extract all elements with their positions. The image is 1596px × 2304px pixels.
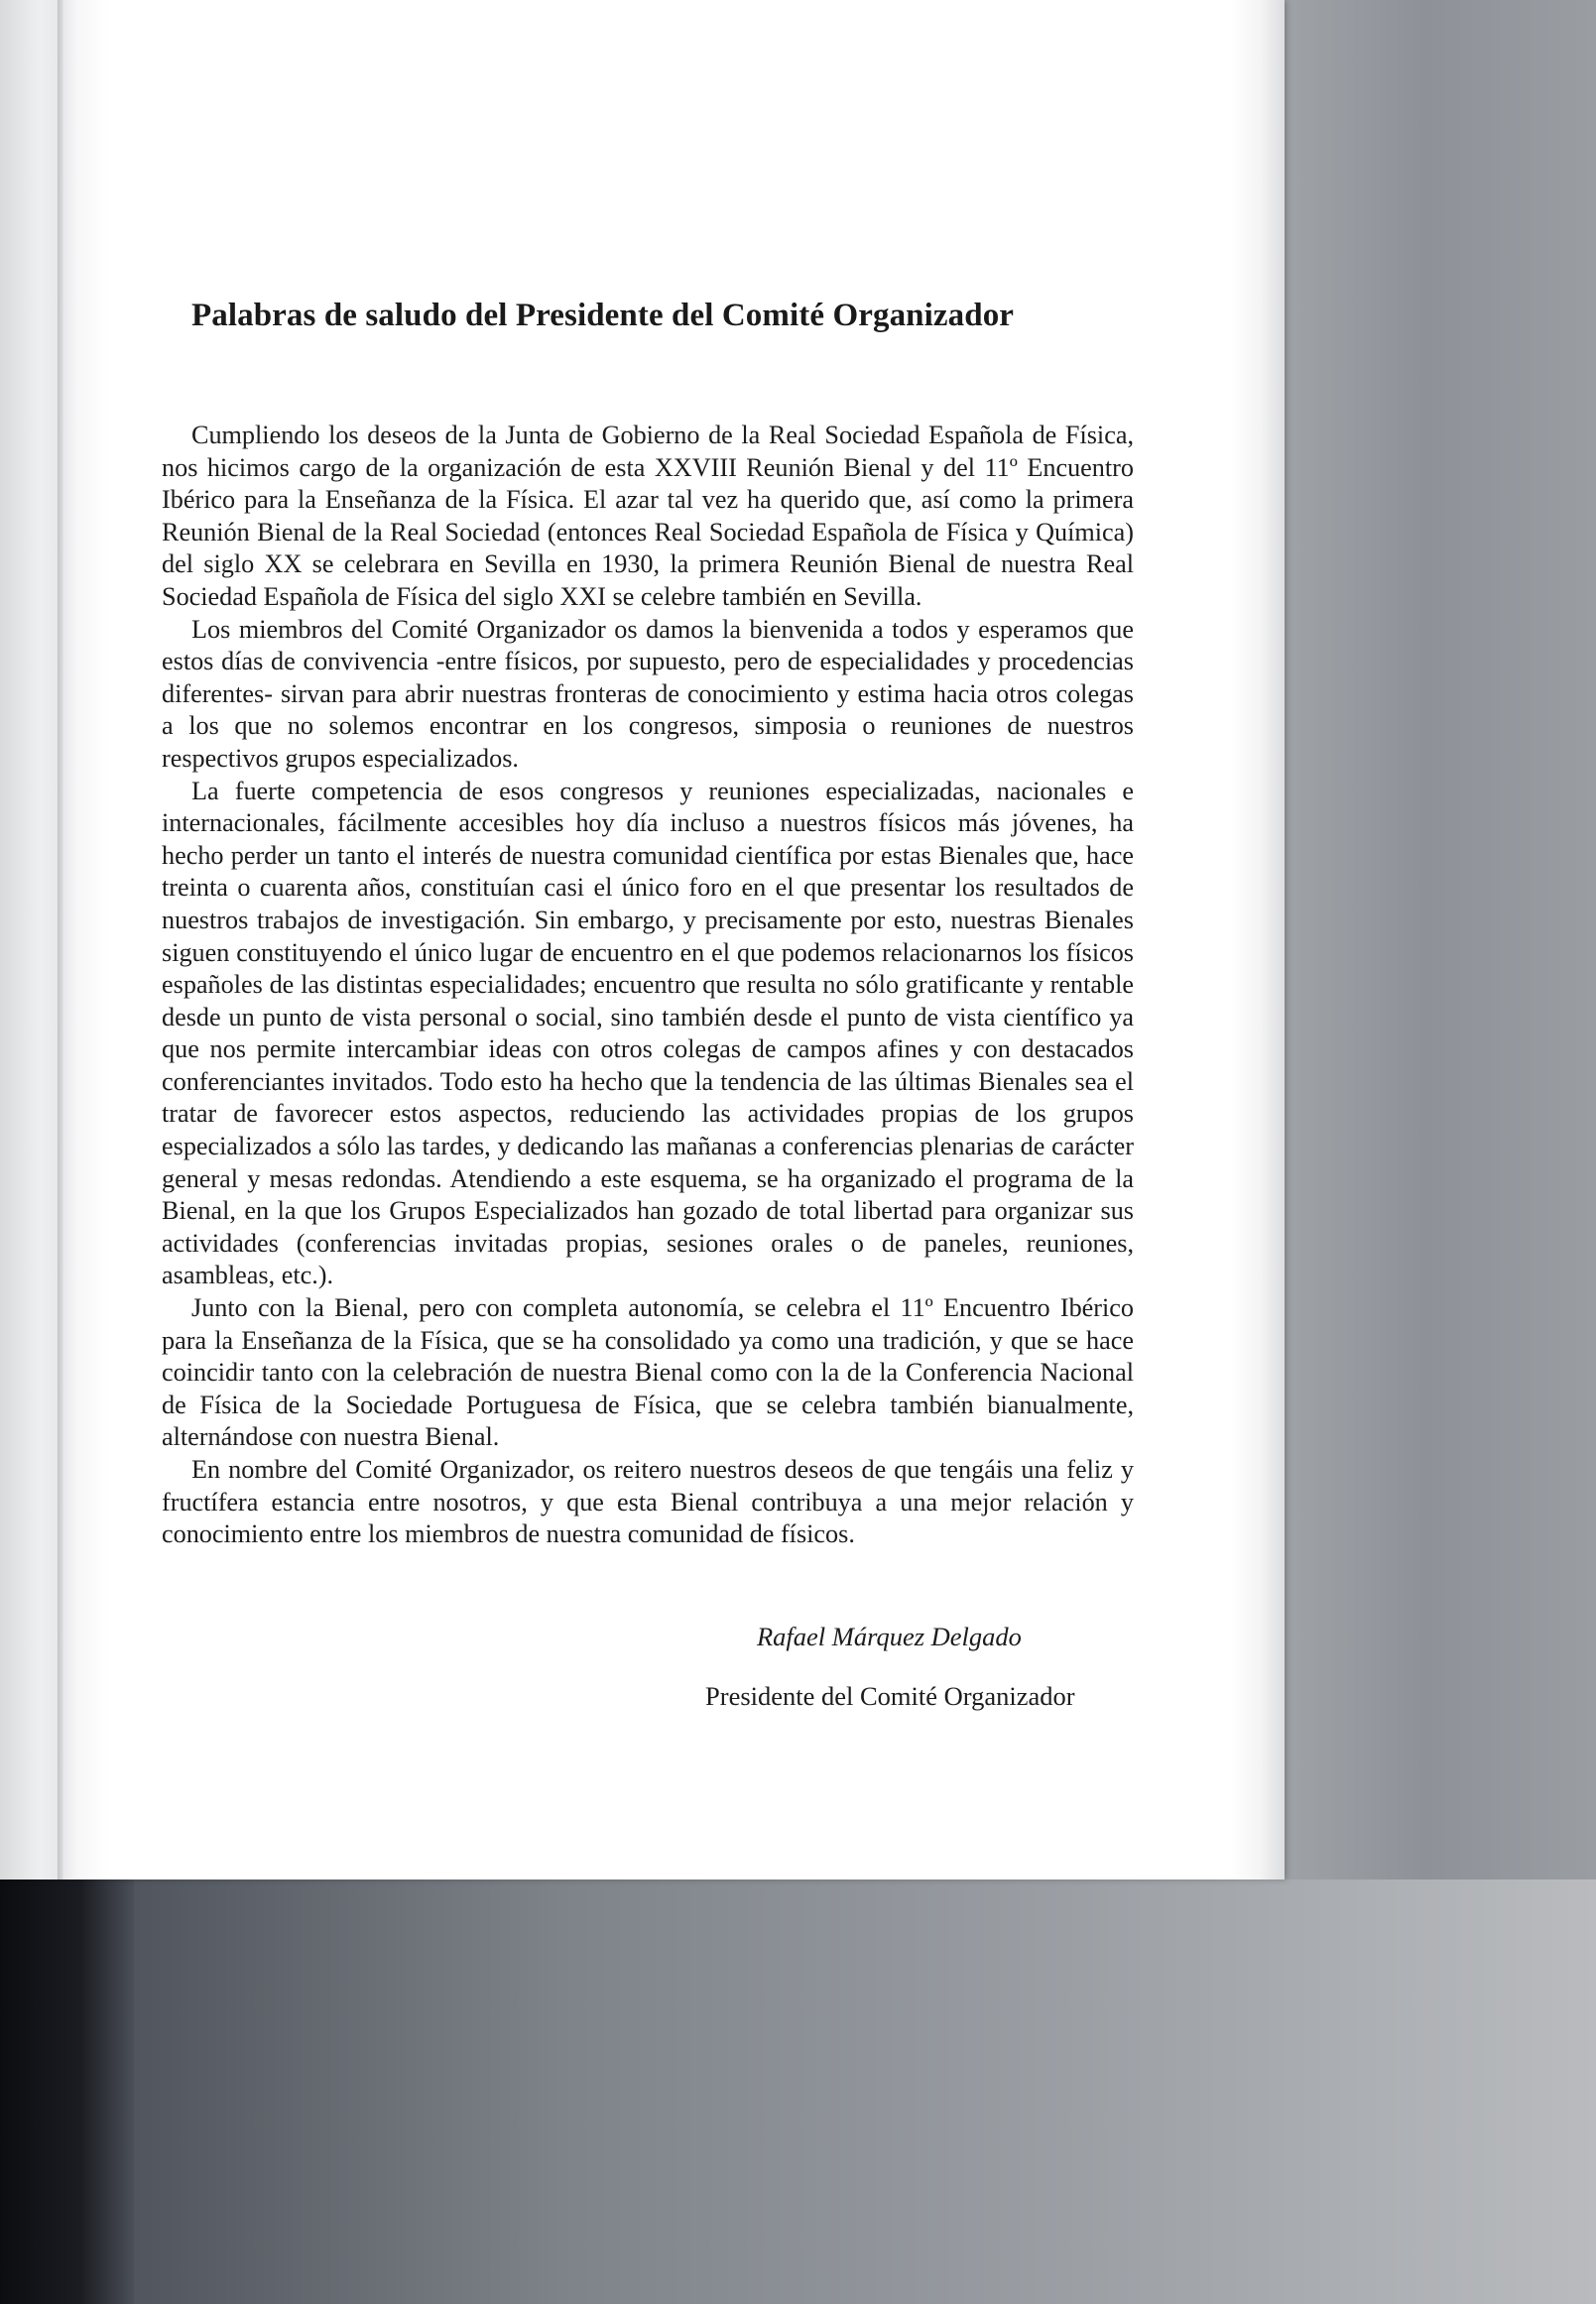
page-title: Palabras de saludo del Presidente del Comité Organizador <box>191 298 1015 333</box>
letter-body <box>162 420 1134 1551</box>
signature-name: Rafael Márquez Delgado <box>757 1622 1022 1651</box>
scanner-background-right <box>1285 0 1596 1880</box>
paragraph-4: Junto con la Bienal, pero con completa autonomía, se celebra el 11º Encuentro Ibérico para la Enseñanza de la Física, que se ha consolidado ya como una tradición, y que se hace coincidir tanto con la celebración de nuestra Bienal como con la de la Conferencia Nacional de Física de la Sociedade Portuguesa de Física, que se celebra también bianualmente, alternándose con nuestra Bienal. <box>162 1293 1134 1452</box>
signature-role: Presidente del Comité Organizador <box>705 1681 1075 1711</box>
paragraph-3: La fuerte competencia de esos congresos y reuniones especializadas, nacionales e internacionales, fácilmente accesibles hoy día incluso a nuestros físicos más jóvenes, ha hecho perder un tanto el interés de nuestra comunidad científica por estas Bienales que, hace treinta o cuarenta años, constituían casi el único foro en el que presentar los resultados de nuestros trabajos de investigación. Sin embargo, y precisamente por esto, nuestras Bienales siguen constituyendo el único lugar de encuentro en el que podemos relacionarnos los físicos españoles de las distintas especialidades; encuentro que resulta no sólo gratificante y rentable desde un punto de vista personal o social, sino también desde el punto de vista científico ya que nos permite intercambiar ideas con otros colegas de campos afines y con destacados conferenciantes invitados. Todo esto ha hecho que la tendencia de las últimas Bienales sea el tratar de favorecer estos aspectos, reduciendo las actividades propias de los grupos especializados a sólo las tardes, y dedicando las mañanas a conferencias plenarias de carácter general y mesas redondas. Atendiendo a este esquema, se ha organizado el programa de la Bienal, en la que los Grupos Especializados han gozado de total libertad para organizar sus actividades (conferencias invitadas propias, sesiones orales o de paneles, reuniones, asambleas, etc.). <box>162 776 1134 1290</box>
paragraph-1: Cumpliendo los deseos de la Junta de Gobierno de la Real Sociedad Española de Física, nos hicimos cargo de la organización de esta XXVIII Reunión Bienal y del 11º Encuentro Ibérico para la Enseñanza de la Física. El azar tal vez ha querido que, así como la primera Reunión Bienal de la Real Sociedad (entonces Real Sociedad Española de Física y Química) del siglo XX se celebrara en Sevilla en 1930, la primera Reunión Bienal de nuestra Real Sociedad Española de Física del siglo XXI se celebre también en Sevilla. <box>162 421 1134 611</box>
paragraph-5: En nombre del Comité Organizador, os reitero nuestros deseos de que tengáis una feliz y fructífera estancia entre nosotros, y que esta Bienal contribuya a una mejor relación y conocimiento entre los miembros de nuestra comunidad de físicos. <box>162 1455 1134 1549</box>
paragraph-2: Los miembros del Comité Organizador os damos la bienvenida a todos y esperamos que estos días de convivencia -entre físicos, por supuesto, pero de especialidades y procedencias diferentes- sirvan para abrir nuestras fronteras de conocimiento y estima hacia otros colegas a los que no solemos encontrar en los congresos, simposia o reuniones de nuestros respectivos grupos especializados. <box>162 614 1134 773</box>
page-binding-fold <box>58 0 63 1880</box>
scanner-background-bottom <box>119 1880 1596 2304</box>
scanner-shadow-bottom-left <box>0 1880 134 2304</box>
